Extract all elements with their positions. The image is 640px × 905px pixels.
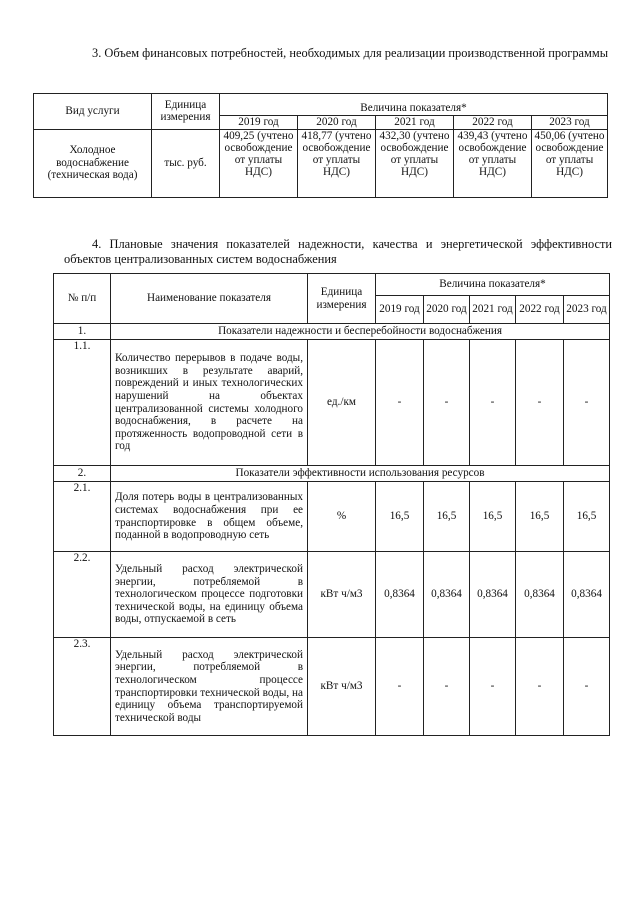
header-year: 2021 год (376, 116, 454, 130)
row-value: 409,25 (учтено освобождение от уплаты НДС) (220, 129, 298, 197)
row-num: 1.1. (54, 340, 111, 466)
header-unit: Единица измерения (308, 274, 376, 324)
row-unit: тыс. руб. (152, 129, 220, 197)
row-value: - (424, 340, 470, 466)
row-value: - (564, 340, 610, 466)
header-unit: Единица измерения (152, 94, 220, 130)
row-unit: кВт ч/м3 (308, 552, 376, 638)
row-value: 16,5 (376, 482, 424, 552)
row-num: 2.3. (54, 638, 111, 736)
row-unit: кВт ч/м3 (308, 638, 376, 736)
row-value: - (424, 638, 470, 736)
indicators-table (53, 273, 610, 736)
header-year: 2020 год (424, 296, 470, 324)
row-value: 0,8364 (470, 552, 516, 638)
header-year: 2022 год (516, 296, 564, 324)
row-value: 432,30 (учтено освобождение от уплаты НДС) (376, 129, 454, 197)
row-value: 0,8364 (564, 552, 610, 638)
row-value: - (376, 638, 424, 736)
header-service: Вид услуги (34, 94, 152, 130)
row-num: 2.1. (54, 482, 111, 552)
row-unit: ед./км (308, 340, 376, 466)
row-value: 16,5 (424, 482, 470, 552)
header-value: Величина показателя* (220, 94, 608, 116)
section4-title: 4. Плановые значения показателей надежности, качества и энергетической эффективности объектов централизованных систем водоснабжения (64, 237, 612, 266)
row-value: - (470, 638, 516, 736)
group-num: 2. (54, 466, 111, 482)
row-num: 2.2. (54, 552, 111, 638)
row-value: - (516, 638, 564, 736)
header-name: Наименование показателя (111, 274, 308, 324)
row-value: 450,06 (учтено освобождение от уплаты НДС) (532, 129, 608, 197)
row-value: 16,5 (564, 482, 610, 552)
header-year: 2021 год (470, 296, 516, 324)
header-year: 2022 год (454, 116, 532, 130)
row-value: 16,5 (470, 482, 516, 552)
group-num: 1. (54, 324, 111, 340)
row-name: Количество перерывов в подаче воды, возникших в результате аварий, повреждений и иных технологических нарушений на объектах централизованной системы холодного водоснабжения, в расчете на протяженность водопроводной сети в год (111, 340, 308, 466)
row-value: 439,43 (учтено освобождение от уплаты НДС) (454, 129, 532, 197)
row-value: 418,77 (учтено освобождение от уплаты НДС) (298, 129, 376, 197)
group-title: Показатели эффективности использования ресурсов (111, 466, 610, 482)
row-value: 16,5 (516, 482, 564, 552)
header-year: 2020 год (298, 116, 376, 130)
header-num: № п/п (54, 274, 111, 324)
row-value: 0,8364 (376, 552, 424, 638)
row-value: - (564, 638, 610, 736)
header-year: 2019 год (220, 116, 298, 130)
row-value: - (516, 340, 564, 466)
row-unit: % (308, 482, 376, 552)
row-value: - (470, 340, 516, 466)
row-value: 0,8364 (516, 552, 564, 638)
row-service: Холодное водоснабжение (техническая вода) (34, 129, 152, 197)
row-name: Удельный расход электрической энергии, потребляемой в технологическом процессе транспортировки технической воды, на единицу объема транспортируемой технической воды (111, 638, 308, 736)
financial-needs-table (33, 93, 608, 198)
header-year: 2023 год (532, 116, 608, 130)
header-year: 2019 год (376, 296, 424, 324)
row-name: Доля потерь воды в централизованных системах водоснабжения при ее транспортировке в общем объеме, поданной в водопроводную сеть (111, 482, 308, 552)
group-title: Показатели надежности и бесперебойности водоснабжения (111, 324, 610, 340)
row-name: Удельный расход электрической энергии, потребляемой в технологическом процессе подготовки технической воды, на единицу объема воды, отпускаемой в сеть (111, 552, 308, 638)
header-value: Величина показателя* (376, 274, 610, 296)
header-year: 2023 год (564, 296, 610, 324)
section3-title: 3. Объем финансовых потребностей, необходимых для реализации производственной программы (92, 46, 609, 60)
row-value: - (376, 340, 424, 466)
row-value: 0,8364 (424, 552, 470, 638)
